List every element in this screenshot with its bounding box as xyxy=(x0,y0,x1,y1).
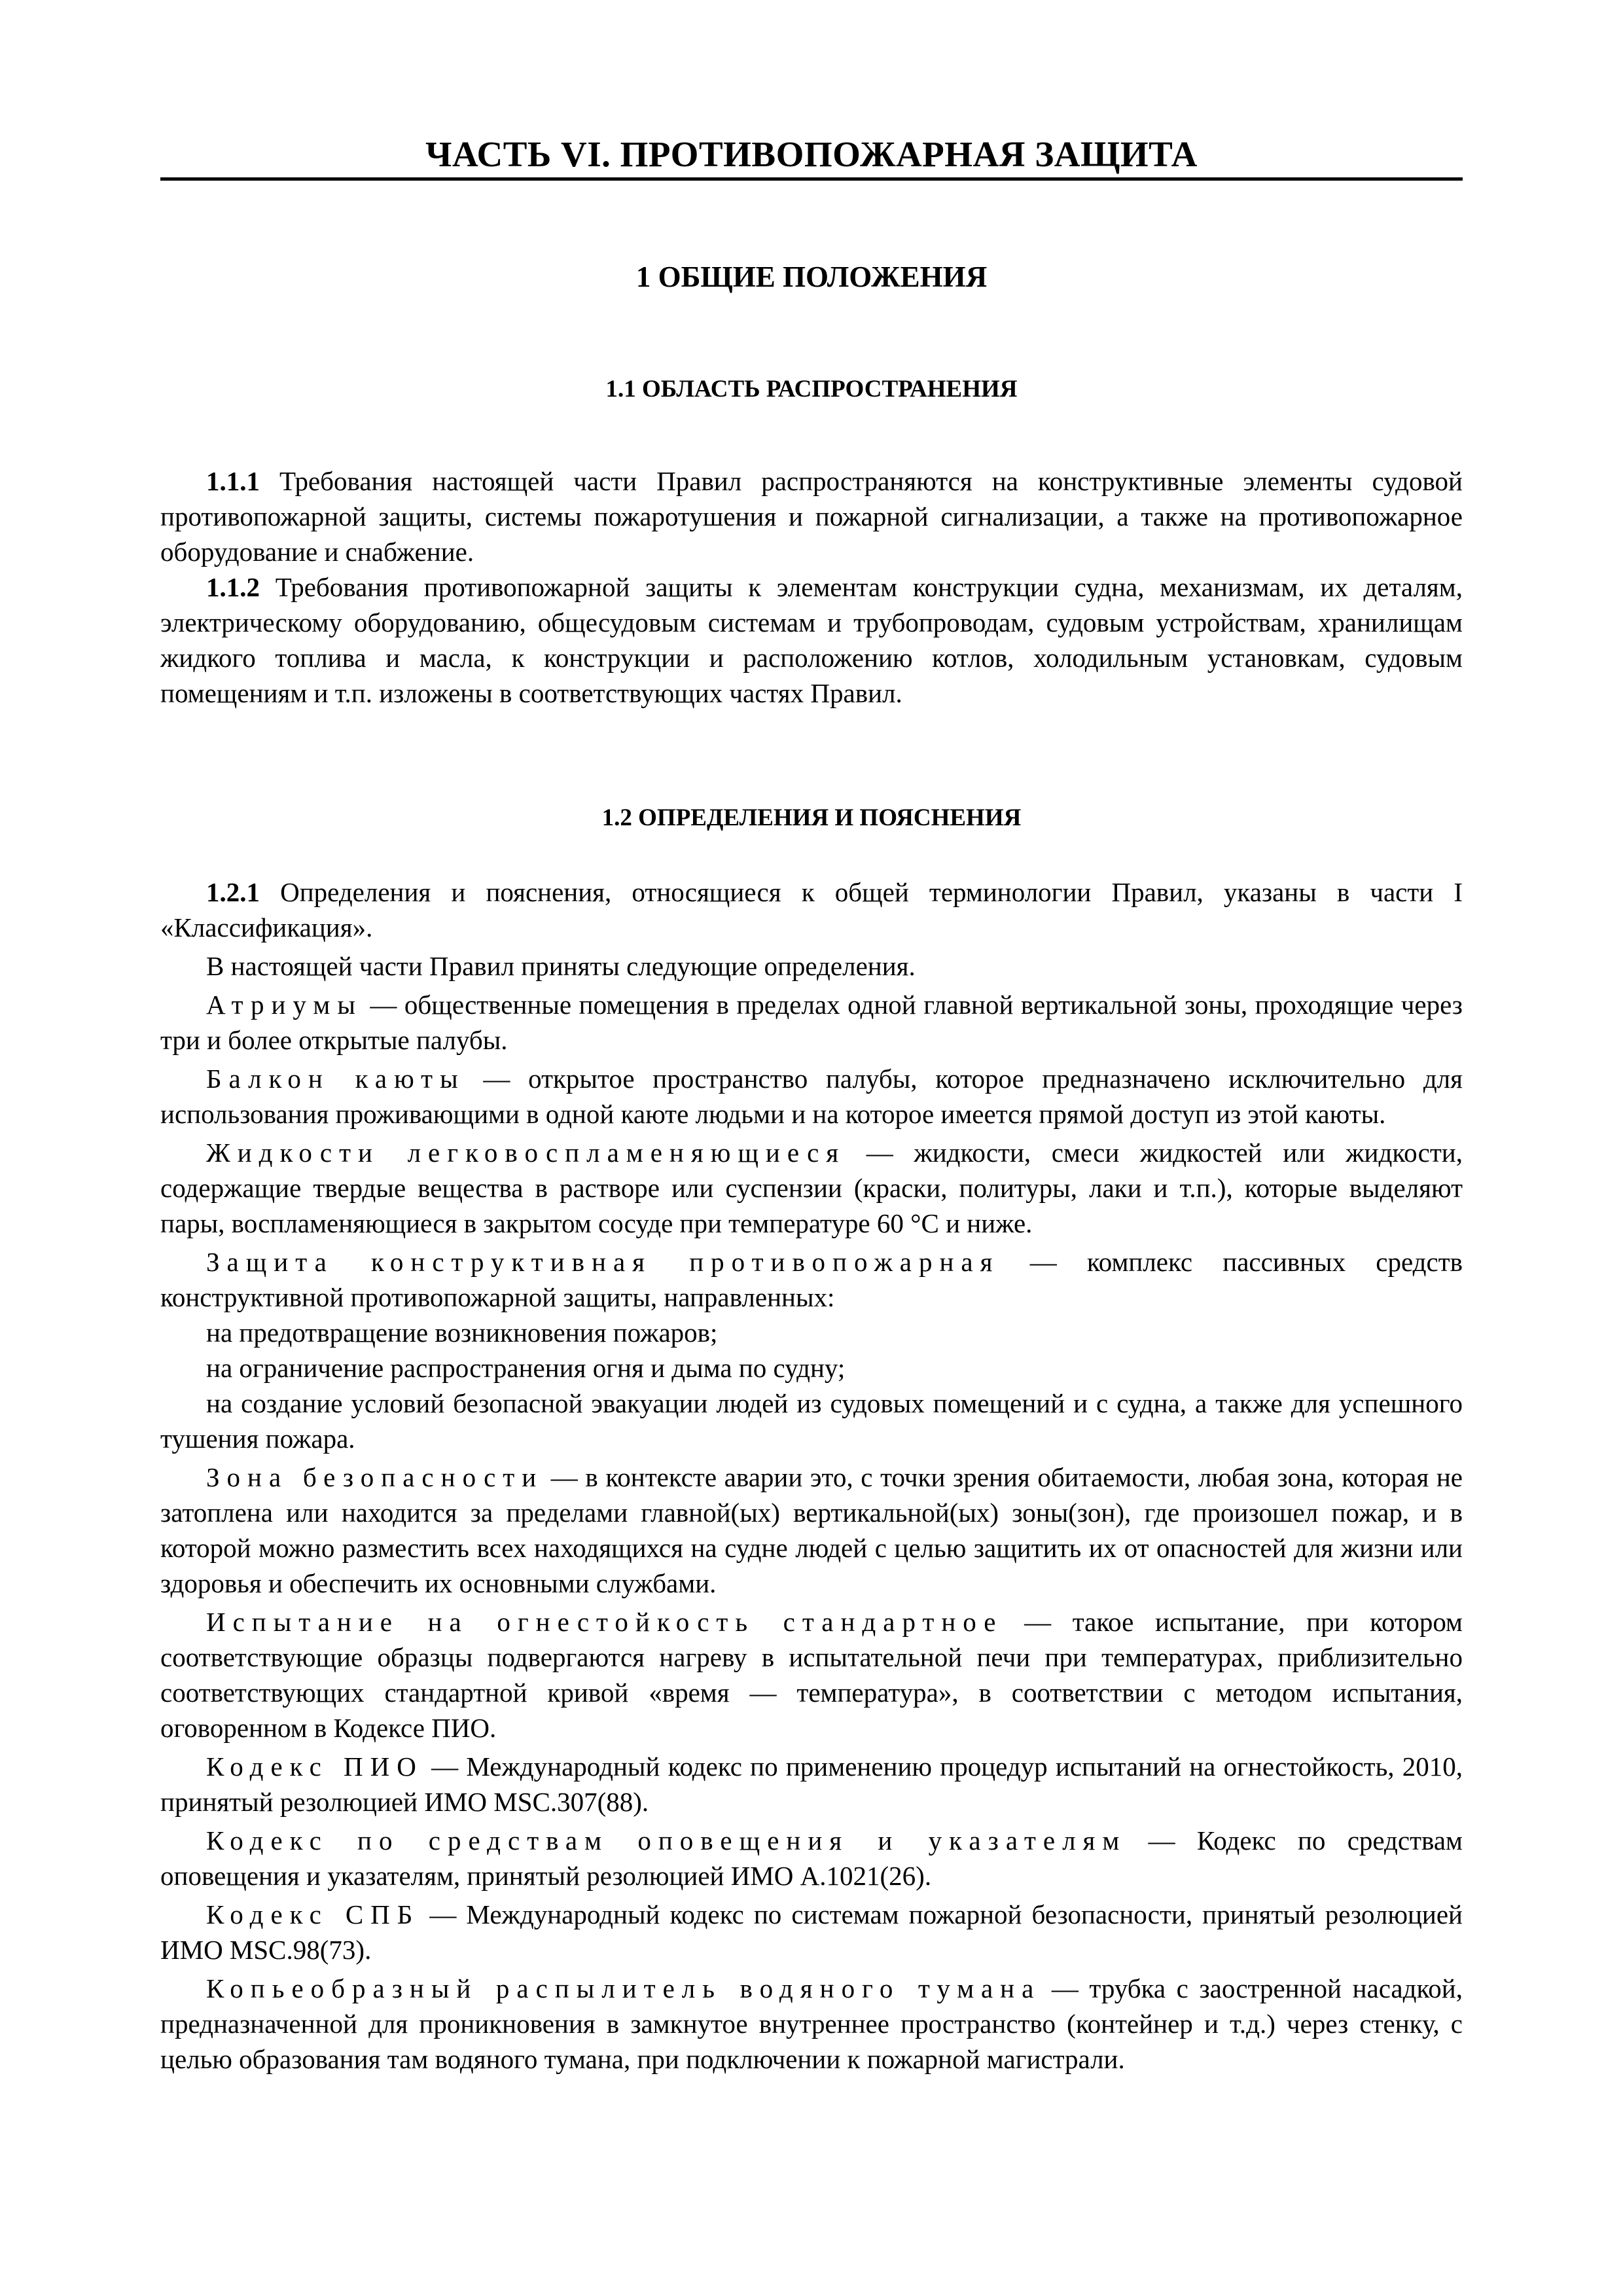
definition-text: — Международный кодекс по системам пожарной безопасности, принятый резолюцией ИМО MSC.98(73). xyxy=(160,1899,1463,1965)
paragraph-number: 1.1.1 xyxy=(206,466,260,496)
definition-term: Кодекс СПБ xyxy=(206,1899,420,1929)
list-item: на предотвращение возникновения пожаров; xyxy=(206,1318,718,1348)
definition-term: Испытание на огнестойкость стандартное xyxy=(206,1607,1003,1637)
definition-text: — в контексте аварии это, с точки зрения обитаемости, любая зона, которая не затоплена или находится за пределами главной(ых) вертикальной(ых) зоны(зон), где произошел пожар, и в которой можно разместить всех находящихся на судне людей с целью защитить их от опасностей для жизни или здоровья и обеспечить их основными службами. xyxy=(160,1462,1463,1598)
definition-structural-fire-protection xyxy=(160,1244,1463,1315)
definition-flammable-liquids xyxy=(160,1135,1463,1241)
definition-piercing-nozzle xyxy=(160,1971,1463,2077)
chapter-title: 1 ОБЩИЕ ПОЛОЖЕНИЯ xyxy=(635,260,988,293)
section-title-1-2: 1.2 ОПРЕДЕЛЕНИЯ И ПОЯСНЕНИЯ xyxy=(601,804,1022,831)
definition-text: — общественные помещения в пределах одной главной вертикальной зоны, проходящие через три и более открытые палубы. xyxy=(160,990,1463,1055)
part-title: ЧАСТЬ VI. ПРОТИВОПОЖАРНАЯ ЗАЩИТА xyxy=(160,136,1463,181)
paragraph-text: Определения и пояснения, относящиеся к общей терминологии Правил, указаны в части I «Классификация». xyxy=(160,877,1463,942)
definition-fire-test xyxy=(160,1604,1463,1746)
definition-text: — трубка с заостренной насадкой, предназначенной для проникновения в замкнутое внутреннее пространство (контейнер и т.д.) через стенку, с целью образования там водяного тумана, при подключении к пожарной магистрали. xyxy=(160,1973,1463,2074)
definition-atrium xyxy=(160,987,1463,1058)
definition-term: Балкон каюты xyxy=(206,1064,465,1094)
document-page xyxy=(160,124,1463,2077)
definition-term: Атриумы xyxy=(206,990,363,1020)
definition-term: Защита конструктивная противопожарная xyxy=(206,1247,1000,1277)
section-title-1-1: 1.1 ОБЛАСТЬ РАСПРОСТРАНЕНИЯ xyxy=(605,376,1018,403)
definition-alarms-code xyxy=(160,1823,1463,1893)
definition-text: — Кодекс по средствам оповещения и указателям, принятый резолюцией ИМО А.1021(26). xyxy=(160,1825,1463,1891)
paragraph-1-2-1 xyxy=(160,874,1463,945)
definition-safe-area xyxy=(160,1460,1463,1601)
definition-text: — Международный кодекс по применению процедур испытаний на огнестойкость, 2010, принятый резолюцией ИМО MSC.307(88). xyxy=(160,1751,1463,1817)
paragraph-number: 1.1.2 xyxy=(206,572,260,602)
definition-term: Зона безопасности xyxy=(206,1462,544,1492)
definition-text: — такое испытание, при котором соответствующие образцы подвергаются нагреву в испытательной печи при температурах, приблизительно соответствующих стандартной кривой «время — температура», в соответствии с методом испытания, оговоренном в Кодексе ПИО. xyxy=(160,1607,1463,1743)
paragraph-1-1-1 xyxy=(160,463,1463,569)
paragraph-text: Требования настоящей части Правил распространяются на конструктивные элементы судовой противопожарной защиты, системы пожаротушения и пожарной сигнализации, а также на противопожарное оборудование и снабжение. xyxy=(160,466,1463,567)
definition-term: Копьеобразный распылитель водяного тумана xyxy=(206,1973,1041,2003)
definition-ftp-code xyxy=(160,1749,1463,1820)
list-item: на ограничение распространения огня и дыма по судну; xyxy=(206,1353,846,1383)
definition-text: — комплекс пассивных средств конструктивной противопожарной защиты, направленных: xyxy=(160,1247,1463,1312)
definition-term: Кодекс ПИО xyxy=(206,1751,423,1782)
definition-term: Кодекс по средствам оповещения и указателям xyxy=(206,1825,1127,1856)
definition-term: Жидкости легковоспламеняющиеся xyxy=(206,1138,846,1168)
paragraph-intro: В настоящей части Правил приняты следующие определения. xyxy=(206,951,916,981)
definition-text: — открытое пространство палубы, которое предназначено исключительно для использования проживающими в одной каюте людьми и на которое имеется прямой доступ из этой каюты. xyxy=(160,1064,1463,1129)
definition-text: — жидкости, смеси жидкостей или жидкости, содержащие твердые вещества в растворе или суспензии (краски, политуры, лаки и т.п.), которые выделяют пары, воспламеняющиеся в закрытом сосуде при температуре 60 °С и ниже. xyxy=(160,1138,1463,1238)
definition-balcony xyxy=(160,1061,1463,1132)
paragraph-text: Требования противопожарной защиты к элементам конструкции судна, механизмам, их деталям, электрическому оборудованию, общесудовым системам и трубопроводам, судовым устройствам, хранилищам жидкого топлива и масла, к конструкции и расположению котлов, холодильным установкам, судовым помещениям и т.п. изложены в соответствующих частях Правил. xyxy=(160,572,1463,708)
list-item: на создание условий безопасной эвакуации людей из судовых помещений и с судна, а также для успешного тушения пожара. xyxy=(160,1388,1463,1454)
definition-fss-code xyxy=(160,1897,1463,1967)
paragraph-1-1-2 xyxy=(160,569,1463,711)
paragraph-number: 1.2.1 xyxy=(206,877,260,907)
